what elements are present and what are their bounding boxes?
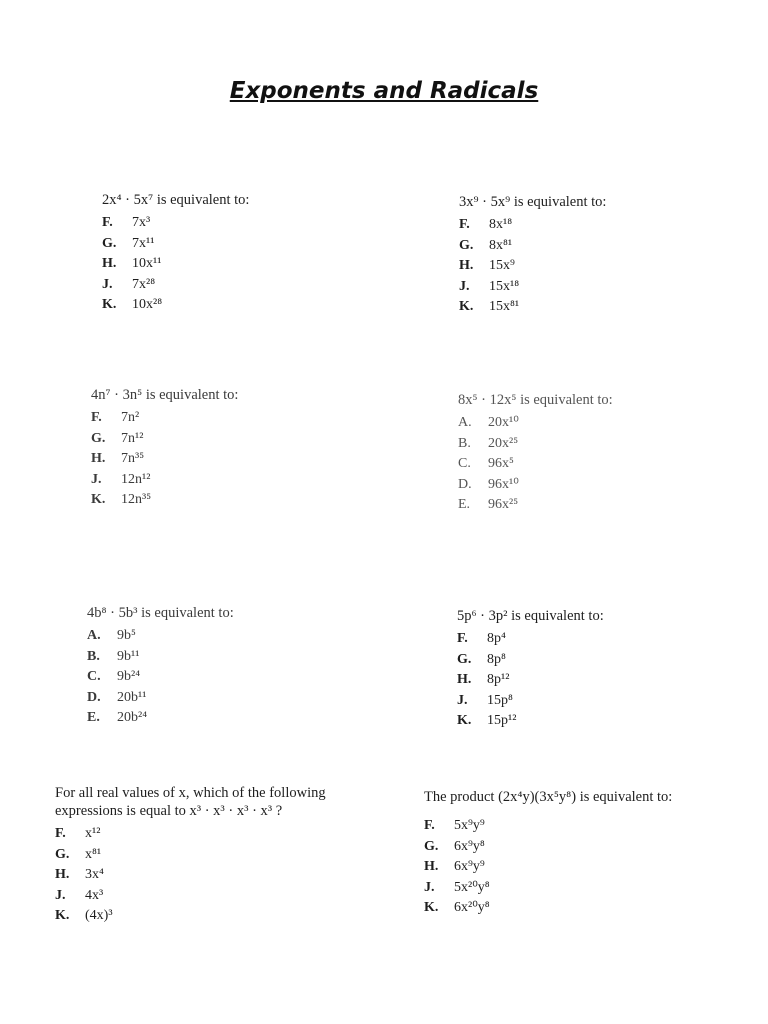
option-item [424, 837, 672, 858]
option-letter: E. [458, 497, 471, 512]
problem-stem: 3x⁹ · 5x⁹ is equivalent to: [459, 194, 607, 210]
option-list [459, 215, 606, 318]
option-letter: H. [91, 451, 106, 466]
option-letter: F. [91, 410, 102, 425]
option-item [87, 626, 234, 647]
option-value: 6x²⁰y⁸ [454, 900, 490, 915]
page-title: Exponents and Radicals [229, 78, 539, 104]
option-value: 7n³⁵ [121, 451, 145, 466]
option-item [91, 490, 238, 511]
option-value: 8p⁸ [487, 651, 506, 667]
option-item [458, 413, 613, 434]
option-item [87, 647, 234, 668]
option-value: 20b¹¹ [117, 689, 147, 705]
option-value: 15x⁹ [489, 258, 515, 273]
option-letter: J. [55, 887, 66, 903]
option-letter: H. [55, 867, 70, 882]
option-letter: E. [87, 710, 100, 725]
option-value: 6x⁹y⁹ [454, 859, 485, 874]
option-item [458, 475, 613, 496]
option-letter: D. [87, 689, 101, 705]
option-value: 8x¹⁸ [489, 217, 513, 232]
option-item [87, 667, 234, 688]
option-letter: H. [457, 672, 472, 687]
problem-stem: 4n⁷ · 3n⁵ is equivalent to: [91, 387, 239, 403]
option-item [102, 213, 249, 234]
option-letter: J. [91, 471, 102, 487]
option-item [457, 629, 604, 650]
option-list [457, 629, 604, 732]
option-value: 7x²⁸ [132, 276, 156, 292]
option-value: 10x¹¹ [132, 256, 162, 271]
option-item [91, 429, 238, 450]
problem-2 [459, 194, 606, 318]
option-value: 6x⁹y⁸ [454, 838, 485, 854]
option-item [424, 898, 672, 919]
option-letter: F. [457, 631, 468, 646]
option-letter: F. [459, 217, 470, 232]
option-value: 8p⁴ [487, 631, 506, 646]
option-item [102, 275, 249, 296]
option-letter: D. [458, 476, 472, 492]
option-letter: K. [91, 492, 106, 507]
option-letter: H. [424, 859, 439, 874]
option-item [457, 711, 604, 732]
option-letter: G. [424, 838, 439, 854]
option-letter: J. [459, 278, 470, 294]
option-value: x¹² [85, 826, 101, 841]
option-letter: H. [102, 256, 117, 271]
option-item [55, 865, 385, 886]
option-item [55, 906, 385, 927]
option-value: 9b¹¹ [117, 648, 140, 664]
option-letter: C. [87, 669, 101, 684]
option-letter: K. [459, 299, 474, 314]
option-letter: G. [102, 235, 117, 251]
option-value: 7x¹¹ [132, 235, 155, 251]
option-value: 5x²⁰y⁸ [454, 879, 490, 895]
problem-6 [457, 608, 604, 732]
option-item [91, 449, 238, 470]
option-value: 96x⁵ [488, 456, 514, 471]
option-item [55, 824, 385, 845]
option-letter: F. [424, 818, 435, 833]
option-item [459, 297, 606, 318]
problem-7 [55, 784, 385, 927]
option-value: x⁸¹ [85, 846, 102, 862]
option-item [87, 688, 234, 709]
option-item [102, 234, 249, 255]
option-value: 3x⁴ [85, 867, 104, 882]
option-list [458, 413, 613, 516]
option-item [424, 857, 672, 878]
problem-stem: 2x⁴ · 5x⁷ is equivalent to: [102, 192, 250, 208]
option-value: 4x³ [85, 887, 104, 903]
option-item [55, 845, 385, 866]
problem-stem: The product (2x⁴y)(3x⁵y⁸) is equivalent to: [424, 789, 673, 805]
option-letter: K. [457, 713, 472, 728]
option-item [102, 254, 249, 275]
option-letter: G. [91, 430, 106, 446]
option-value: 20x²⁵ [488, 435, 519, 451]
option-value: 15x⁸¹ [489, 299, 520, 314]
option-list [102, 213, 249, 316]
option-item [424, 878, 672, 899]
option-letter: J. [102, 276, 113, 292]
option-item [91, 470, 238, 491]
option-value: 96x¹⁰ [488, 476, 519, 492]
option-letter: H. [459, 258, 474, 273]
option-item [459, 256, 606, 277]
option-item [457, 650, 604, 671]
option-item [102, 295, 249, 316]
option-item [457, 691, 604, 712]
option-letter: A. [458, 415, 472, 430]
option-value: 9b²⁴ [117, 669, 141, 684]
problem-3 [91, 387, 238, 511]
option-value: 9b⁵ [117, 628, 136, 643]
option-value: 8p¹² [487, 672, 510, 687]
option-letter: F. [102, 215, 113, 230]
option-value: 10x²⁸ [132, 297, 163, 312]
option-value: 20x¹⁰ [488, 415, 519, 430]
option-item [459, 277, 606, 298]
option-item [457, 670, 604, 691]
option-item [458, 454, 613, 475]
option-value: 15x¹⁸ [489, 278, 520, 294]
problem-4 [458, 392, 613, 516]
option-letter: B. [87, 648, 100, 664]
option-value: 5x⁹y⁹ [454, 818, 485, 833]
option-letter: K. [102, 297, 117, 312]
option-letter: K. [424, 900, 439, 915]
problem-1 [102, 192, 249, 316]
problem-8 [424, 789, 672, 919]
option-item [459, 236, 606, 257]
option-list [91, 408, 238, 511]
problem-stem: For all real values of x, which of the following expressions is equal to x³ · x³ · x³ · x³ ? [55, 785, 326, 819]
option-value: 12n³⁵ [121, 492, 152, 507]
option-value: 7n² [121, 410, 140, 425]
option-value: (4x)³ [85, 908, 113, 923]
option-item [458, 434, 613, 455]
option-letter: A. [87, 628, 101, 643]
option-item [91, 408, 238, 429]
option-letter: F. [55, 826, 66, 841]
option-item [459, 215, 606, 236]
option-item [87, 708, 234, 729]
option-value: 12n¹² [121, 471, 151, 487]
option-item [424, 816, 672, 837]
option-letter: J. [424, 879, 435, 895]
option-value: 7n¹² [121, 430, 144, 446]
option-value: 96x²⁵ [488, 497, 519, 512]
option-value: 15p⁸ [487, 692, 513, 708]
option-list [55, 824, 385, 927]
option-letter: K. [55, 908, 70, 923]
problem-stem: 4b⁸ · 5b³ is equivalent to: [87, 605, 234, 621]
option-letter: C. [458, 456, 471, 471]
option-item [458, 495, 613, 516]
option-list [87, 626, 234, 729]
option-letter: J. [457, 692, 468, 708]
option-value: 20b²⁴ [117, 710, 148, 725]
option-letter: G. [55, 846, 70, 862]
option-letter: G. [457, 651, 472, 667]
problem-5 [87, 605, 234, 729]
option-value: 7x³ [132, 215, 151, 230]
option-value: 8x⁸¹ [489, 237, 513, 253]
option-value: 15p¹² [487, 713, 517, 728]
problem-stem: 8x⁵ · 12x⁵ is equivalent to: [458, 392, 613, 408]
option-letter: G. [459, 237, 474, 253]
option-list [424, 816, 672, 919]
option-item [55, 886, 385, 907]
option-letter: B. [458, 435, 471, 451]
problem-stem: 5p⁶ · 3p² is equivalent to: [457, 608, 604, 624]
